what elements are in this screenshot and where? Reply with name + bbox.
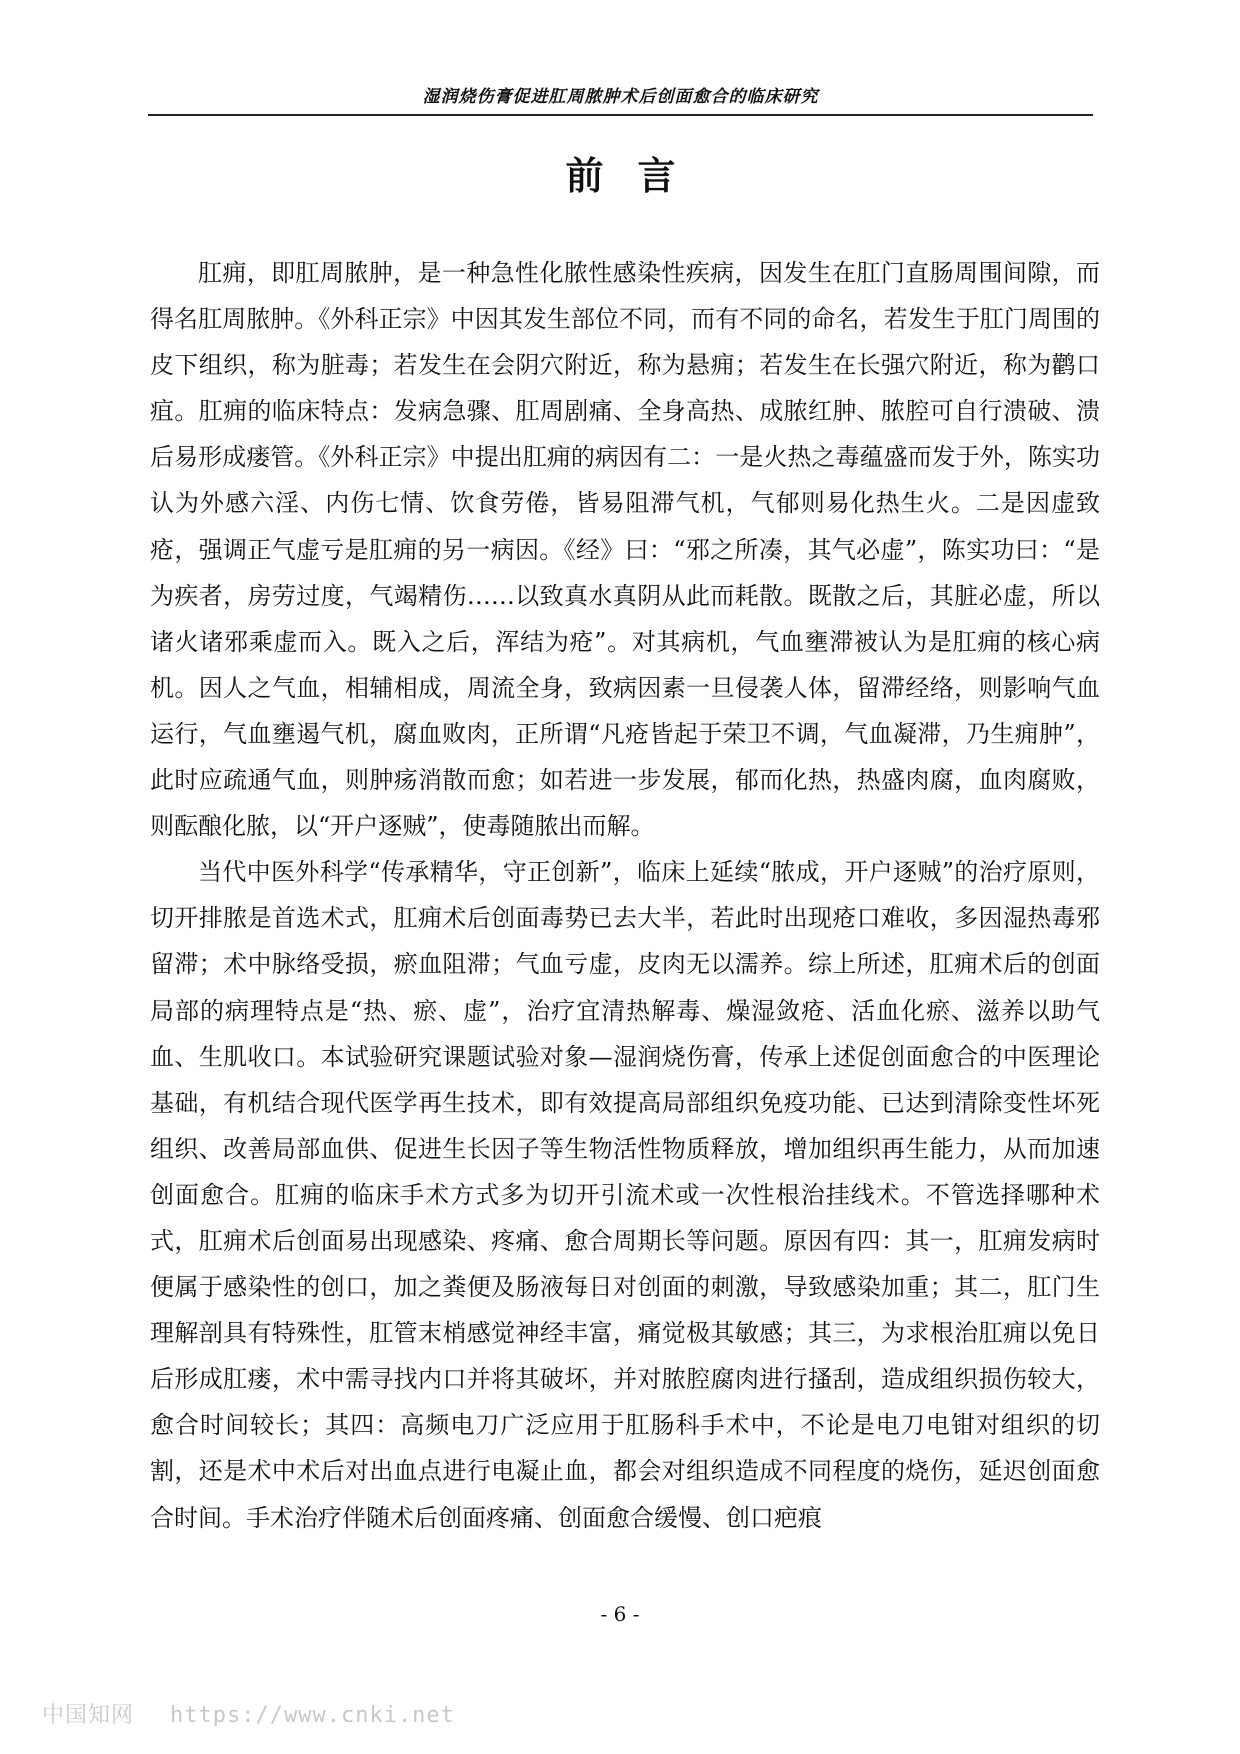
section-title: 前言 (565, 154, 710, 198)
paragraph-1: 肛痈，即肛周脓肿，是一种急性化脓性感染性疾病，因发生在肛门直肠周围间隙，而得名肛周脓肿。《外科正宗》中因其发生部位不同，而有不同的命名，若发生于肛门周围的皮下组织，称为脏毒；若发生在会阴穴附近，称为悬痈；若发生在长强穴附近，称为鹳口疽。肛痈的临床特点：发病急骤、肛周剧痛、全身高热、成脓红肿、脓腔可自行溃破、溃后易形成瘘管。《外科正宗》中提出肛痈的病因有二：一是火热之毒蕴盛而发于外，陈实功认为外感六淫、内伤七情、饮食劳倦，皆易阻滞气机，气郁则易化热生火。二是因虚致疮，强调正气虚亏是肛痈的另一病因。《经》曰：“邪之所凑，其气必虚”，陈实功曰：“是为疾者，房劳过度，气竭精伤……以致真水真阴从此而耗散。既散之后，其脏必虚，所以诸火诸邪乘虚而入。既入之后，浑结为疮”。对其病机，气血壅滞被认为是肛痈的核心病机。因人之气血，相辅相成，周流全身，致病因素一旦侵袭人体，留滞经络，则影响气血运行，气血壅遏气机，腐血败肉，正所谓“凡疮皆起于荣卫不调，气血凝滞，乃生痈肿”，此时应疏通气血，则肿疡消散而愈；如若进一步发展，郁而化热，热盛肉腐，血肉腐败，则酝酿化脓，以“开户逐贼”，使毒随脓出而解。 (150, 259, 1100, 841)
running-header: 湿润烧伤膏促进肛周脓肿术后创面愈合的临床研究 (422, 87, 819, 107)
page-number: - 6 - (600, 1602, 640, 1626)
watermark-url: https://www.cnki.net (170, 1703, 455, 1728)
watermark-name: 中国知网 (42, 1703, 135, 1728)
cnki-watermark (42, 1698, 455, 1729)
paragraph-2: 当代中医外科学“传承精华，守正创新”，临床上延续“脓成，开户逐贼”的治疗原则，切开排脓是首选术式，肛痈术后创面毒势已去大半，若此时出现疮口难收，多因湿热毒邪留滞；术中脉络受损，瘀血阻滞；气血亏虚，皮肉无以濡养。综上所述，肛痈术后的创面局部的病理特点是“热、瘀、虚”，治疗宜清热解毒、燥湿敛疮、活血化瘀、滋养以助气血、生肌收口。本试验研究课题试验对象—湿润烧伤膏，传承上述促创面愈合的中医理论基础，有机结合现代医学再生技术，即有效提高局部组织免疫功能、已达到清除变性坏死组织、改善局部血供、促进生长因子等生物活性物质释放，增加组织再生能力，从而加速创面愈合。肛痈的临床手术方式多为切开引流术或一次性根治挂线术。不管选择哪种术式，肛痈术后创面易出现感染、疼痛、愈合周期长等问题。原因有四：其一，肛痈发病时便属于感染性的创口，加之粪便及肠液每日对创面的刺激，导致感染加重；其二，肛门生理解剖具有特殊性，肛管末梢感觉神经丰富，痛觉极其敏感；其三，为求根治肛痈以免日后形成肛瘘，术中需寻找内口并将其破坏，并对脓腔腐肉进行搔刮，造成组织损伤较大，愈合时间较长；其四：高频电刀广泛应用于肛肠科手术中，不论是电刀电钳对组织的切割，还是术中术后对出血点进行电凝止血，都会对组织造成不同程度的烧伤，延迟创面愈合时间。手术治疗伴随术后创面疼痛、创面愈合缓慢、创口疤痕 (150, 858, 1100, 1532)
header-rule (148, 114, 1093, 116)
body-text (150, 250, 1100, 1541)
